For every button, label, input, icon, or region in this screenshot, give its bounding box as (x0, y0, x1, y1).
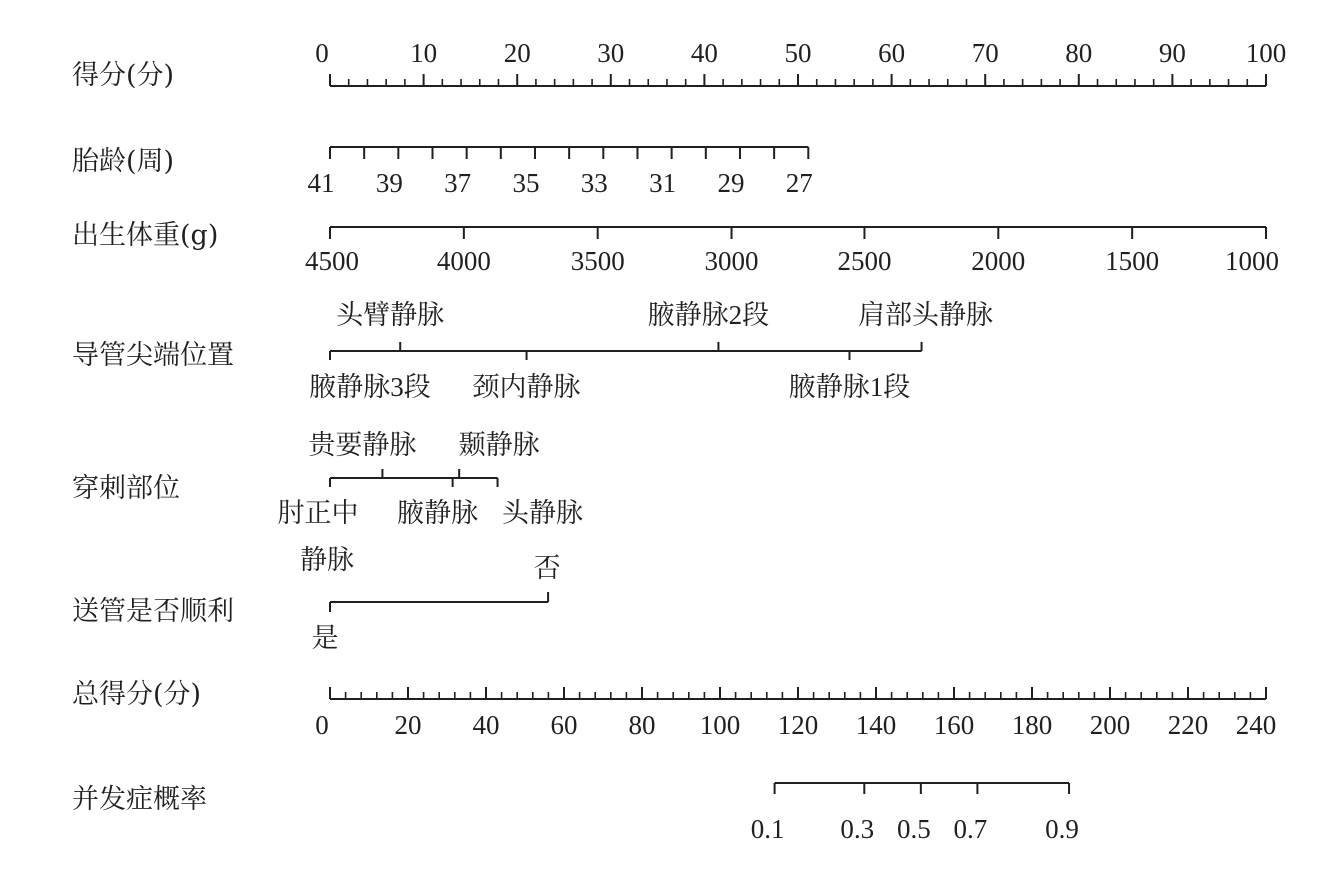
row-label-total-points: 总得分(分) (72, 679, 202, 710)
points-tick-label: 70 (971, 38, 999, 68)
catheter-tip-tick-label: 肩部头静脉 (858, 300, 994, 330)
birth-weight-tick-label: 4500 (305, 246, 359, 276)
total-points-tick-label: 60 (550, 710, 578, 740)
row-label-points: 得分(分) (72, 60, 175, 91)
gestational-age-tick-label: 29 (717, 168, 745, 198)
total-points-tick-label: 240 (1235, 710, 1277, 740)
complication-prob-tick-label: 0.3 (840, 814, 875, 844)
points-tick-label: 80 (1065, 38, 1093, 68)
total-points-tick-label: 40 (472, 710, 500, 740)
total-points-tick-label: 200 (1089, 710, 1131, 740)
birth-weight-tick-label: 2500 (837, 246, 892, 276)
total-points-tick-label: 180 (1011, 710, 1053, 740)
puncture-site-label-wrap: 静脉 (300, 545, 354, 576)
birth-weight-tick-label: 3500 (570, 246, 625, 276)
birth-weight-tick-label: 1000 (1225, 246, 1279, 276)
puncture-site-tick-label: 腋静脉 (397, 498, 479, 528)
total-points-tick-label: 160 (933, 710, 975, 740)
catheter-tip-tick-label: 腋静脉2段 (647, 300, 770, 330)
total-points-tick-label: 20 (394, 710, 422, 740)
catheter-tip-tick-label: 颈内静脉 (472, 372, 581, 402)
chart-marks (278, 38, 1287, 844)
total-points-tick-label: 0 (315, 710, 329, 740)
total-points-tick-label: 120 (777, 710, 819, 740)
points-tick-label: 90 (1158, 38, 1186, 68)
gestational-age-tick-label: 39 (375, 168, 403, 198)
row-label-complication-prob: 并发症概率 (72, 784, 207, 815)
smooth-delivery-tick-label: 是 (311, 623, 339, 653)
points-tick-label: 60 (878, 38, 906, 68)
puncture-site-tick-label: 头静脉 (502, 498, 584, 528)
row-label-smooth-delivery: 送管是否顺利 (72, 596, 234, 627)
row-label-birth-weight: 出生体重(g) (72, 220, 219, 251)
complication-prob-tick-label: 0.5 (896, 814, 931, 844)
gestational-age-tick-label: 27 (785, 168, 813, 198)
points-tick-label: 20 (503, 38, 531, 68)
total-points-tick-label: 80 (628, 710, 656, 740)
complication-prob-tick-label: 0.7 (953, 814, 988, 844)
catheter-tip-tick-label: 腋静脉3段 (309, 372, 431, 402)
total-points-tick-label: 220 (1167, 710, 1209, 740)
birth-weight-tick-label: 4000 (436, 246, 491, 276)
birth-weight-tick-label: 1500 (1105, 246, 1160, 276)
puncture-site-tick-label: 颞静脉 (458, 430, 540, 460)
total-points-tick-label: 140 (855, 710, 897, 740)
row-label-puncture-site: 穿刺部位 (72, 473, 180, 504)
gestational-age-tick-label: 33 (580, 168, 608, 198)
points-tick-label: 100 (1245, 38, 1287, 68)
smooth-delivery-tick-label: 否 (533, 553, 561, 583)
points-tick-label: 50 (784, 38, 812, 68)
puncture-site-tick-label: 肘正中 (277, 498, 359, 528)
points-tick-label: 0 (315, 38, 329, 68)
points-tick-label: 40 (690, 38, 718, 68)
puncture-site-tick-label: 贵要静脉 (308, 430, 417, 460)
gestational-age-tick-label: 37 (444, 168, 472, 198)
birth-weight-tick-label: 2000 (971, 246, 1026, 276)
complication-prob-tick-label: 0.1 (750, 814, 785, 844)
gestational-age-tick-label: 41 (307, 168, 335, 198)
points-tick-label: 10 (410, 38, 438, 68)
catheter-tip-tick-label: 腋静脉1段 (788, 372, 911, 402)
row-label-gestational-age: 胎龄(周) (72, 146, 175, 177)
total-points-tick-label: 100 (699, 710, 741, 740)
complication-prob-tick-label: 0.9 (1045, 814, 1079, 844)
gestational-age-tick-label: 31 (649, 168, 677, 198)
row-label-catheter-tip: 导管尖端位置 (72, 340, 234, 371)
points-tick-label: 30 (597, 38, 625, 68)
gestational-age-tick-label: 35 (512, 168, 540, 198)
birth-weight-tick-label: 3000 (704, 246, 759, 276)
catheter-tip-tick-label: 头臂静脉 (336, 300, 445, 330)
